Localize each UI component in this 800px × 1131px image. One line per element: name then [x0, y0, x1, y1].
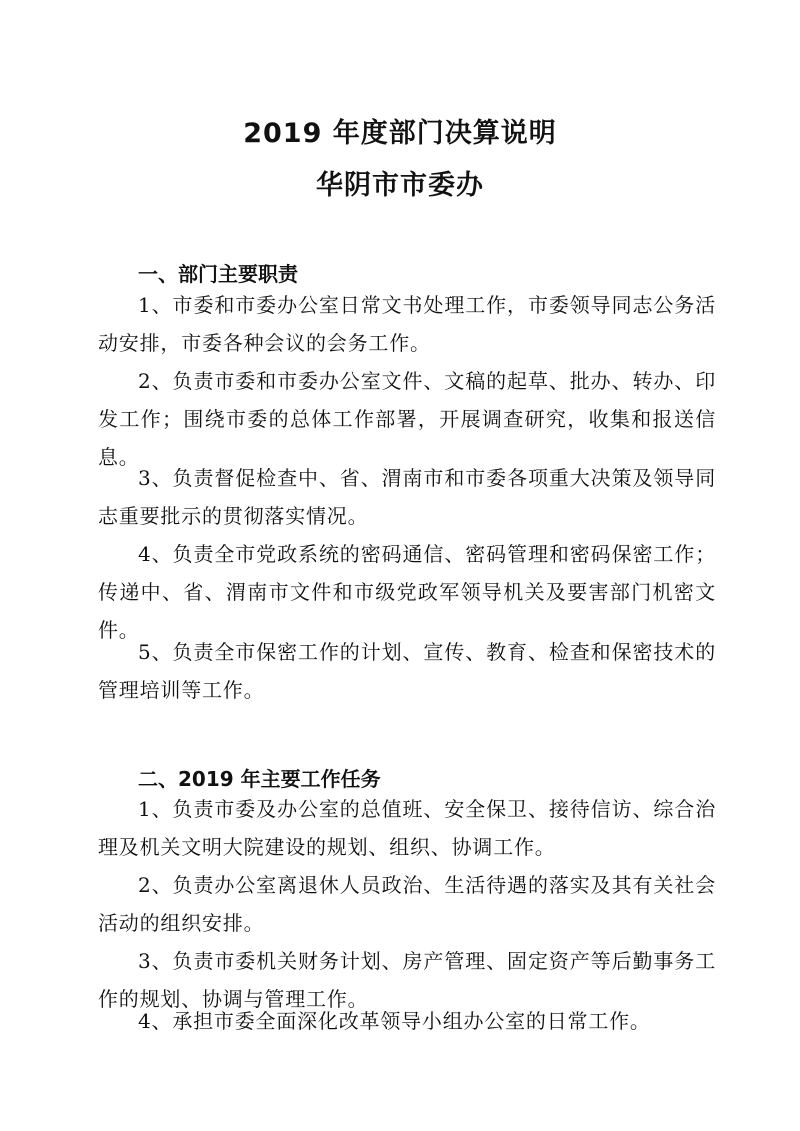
department-name: 华阴市市委办 [316, 170, 484, 201]
paragraph-task-2: 2、负责办公室离退休人员政治、生活待遇的落实及其有关社会活动的组织安排。 [98, 873, 716, 935]
section-heading-tasks: 二、2019 年主要工作任务 [138, 767, 381, 791]
section-heading-responsibilities: 一、部门主要职责 [138, 262, 298, 286]
paragraph-responsibility-2: 2、负责市委和市委办公室文件、文稿的起草、批办、转办、印发工作；围绕市委的总体工作部署，开展调查研究，收集和报送信息。 [98, 369, 716, 469]
paragraph-task-4: 4、承担市委全面深化改革领导小组办公室的日常工作。 [138, 1009, 651, 1033]
paragraph-responsibility-4: 4、负责全市党政系统的密码通信、密码管理和密码保密工作；传递中、省、渭南市文件和市级党政军领导机关及要害部门机密文件。 [98, 542, 716, 642]
paragraph-responsibility-3: 3、负责督促检查中、省、渭南市和市委各项重大决策及领导同志重要批示的贯彻落实情况。 [98, 466, 716, 528]
document-title: 2019 年度部门决算说明 [243, 118, 557, 149]
paragraph-task-1: 1、负责市委及办公室的总值班、安全保卫、接待信访、综合治理及机关文明大院建设的规划、组织、协调工作。 [98, 797, 716, 859]
paragraph-task-3: 3、负责市委机关财务计划、房产管理、固定资产等后勤事务工作的规划、协调与管理工作。 [98, 949, 716, 1011]
paragraph-responsibility-5: 5、负责全市保密工作的计划、宣传、教育、检查和保密技术的管理培训等工作。 [98, 640, 716, 702]
paragraph-responsibility-1: 1、市委和市委办公室日常文书处理工作，市委领导同志公务活动安排，市委各种会议的会务工作。 [98, 293, 716, 355]
